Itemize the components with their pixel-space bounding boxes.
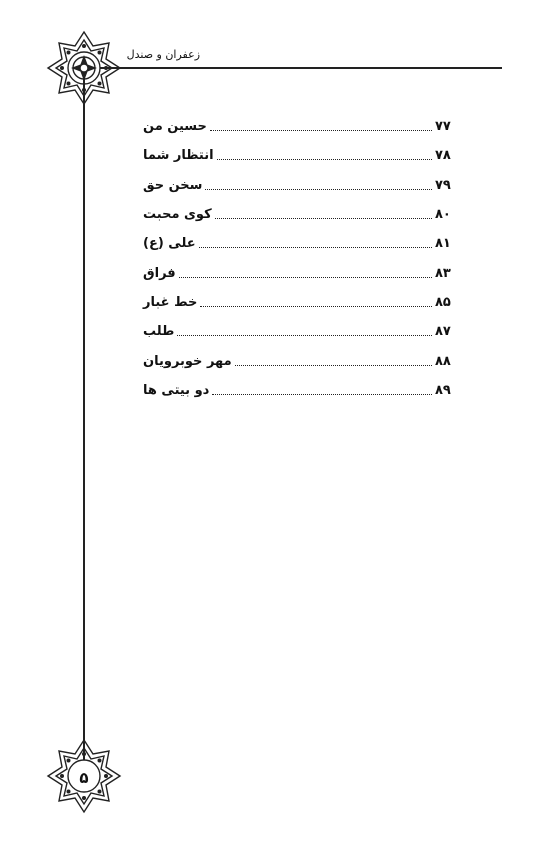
toc-entry-title: فراق <box>143 265 176 281</box>
toc-entry[interactable] <box>143 376 453 405</box>
toc-entry-page: ۸۷ <box>435 324 451 340</box>
toc-entry-title: خط غبار <box>143 294 198 310</box>
toc-entry-page: ۸۸ <box>435 353 451 369</box>
toc-entry[interactable] <box>143 258 453 287</box>
toc-entry[interactable] <box>143 141 453 170</box>
toc-entry[interactable] <box>143 346 453 375</box>
toc-entry-page: ۸۱ <box>435 236 451 252</box>
dot-leader <box>179 277 432 278</box>
table-of-contents <box>143 112 453 405</box>
dot-leader <box>235 365 432 366</box>
toc-entry-title: کوی محبت <box>143 207 212 223</box>
toc-entry-title: علی (ع) <box>143 236 196 252</box>
dot-leader <box>205 189 432 190</box>
toc-entry-page: ۸۰ <box>435 207 451 223</box>
toc-entry[interactable] <box>143 229 453 258</box>
dot-leader <box>210 130 432 131</box>
dot-leader <box>215 218 432 219</box>
dot-leader <box>200 306 432 307</box>
toc-entry-page: ۸۳ <box>435 265 451 281</box>
toc-entry-page: ۷۹ <box>435 177 451 193</box>
ornament-rosette-icon <box>44 28 124 108</box>
running-title: زعفران و صندل <box>126 48 200 61</box>
toc-entry[interactable] <box>143 288 453 317</box>
toc-entry-title: طلب <box>143 324 175 340</box>
toc-entry-title: دو بیتی ها <box>143 382 210 398</box>
toc-entry-title: مهر خوبرویان <box>143 353 232 369</box>
toc-entry-title: سخن حق <box>143 177 203 193</box>
toc-entry-page: ۸۹ <box>435 382 451 398</box>
toc-entry-page: ۷۸ <box>435 148 451 164</box>
toc-entry-title: حسین من <box>143 119 207 135</box>
toc-entry-page: ۷۷ <box>435 119 451 135</box>
dot-leader <box>217 159 432 160</box>
toc-entry-page: ۸۵ <box>435 294 451 310</box>
dot-leader <box>177 335 432 336</box>
toc-entry[interactable] <box>143 200 453 229</box>
dot-leader <box>199 247 432 248</box>
toc-entry[interactable] <box>143 171 453 200</box>
dot-leader <box>212 394 432 395</box>
toc-entry[interactable] <box>143 112 453 141</box>
margin-vertical-rule <box>83 60 85 760</box>
toc-entry-title: انتظار شما <box>143 148 214 164</box>
toc-entry[interactable] <box>143 317 453 346</box>
page-number: ۵ <box>79 769 89 787</box>
header-rule <box>100 67 502 69</box>
